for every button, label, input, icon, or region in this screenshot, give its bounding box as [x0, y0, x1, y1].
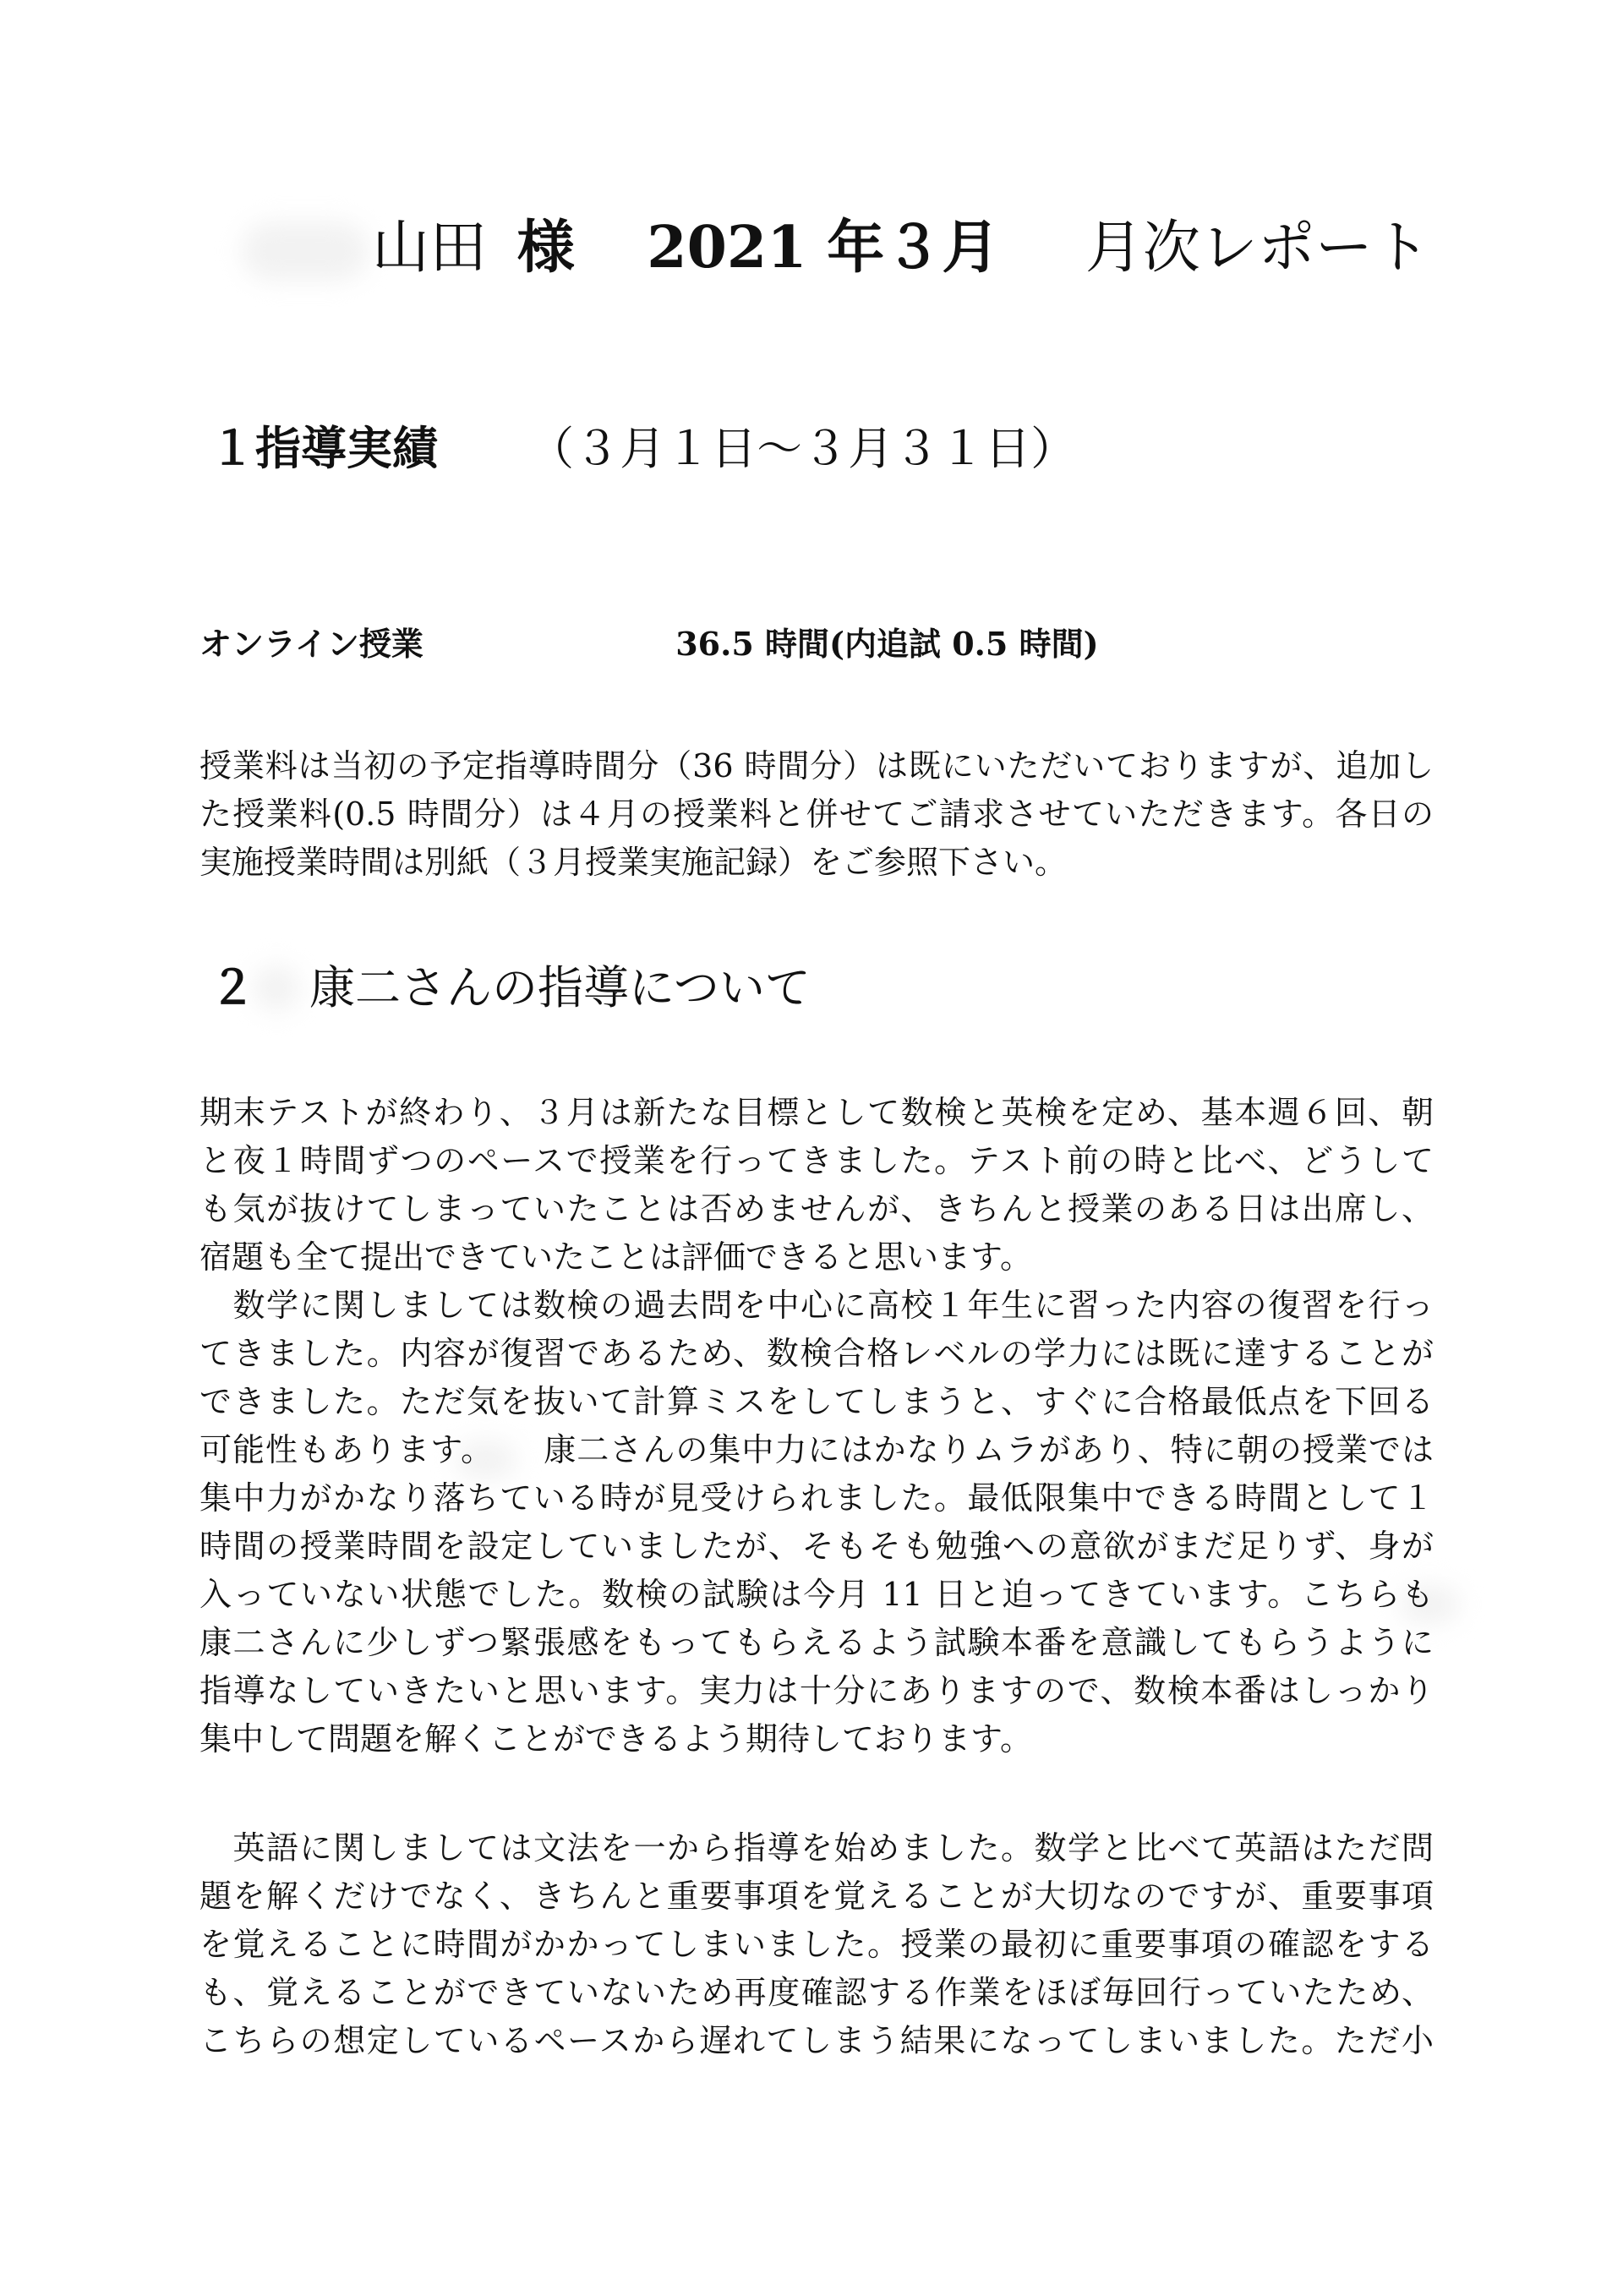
math-guidance-paragraph: [199, 1089, 1434, 1763]
paragraph-line: こちらの想定しているペースから遅れてしまう結果になってしまいました。ただ小: [199, 2022, 1434, 2059]
paragraph-line: と夜１時間ずつのペースで授業を行ってきました。テスト前の時と比べ、どうして: [199, 1142, 1434, 1179]
paragraph-line: できました。ただ気を抜いて計算ミスをしてしまうと、すぐに合格最低点を下回る: [199, 1383, 1434, 1420]
lesson-hours-summary: [199, 622, 1099, 666]
billing-paragraph: [199, 742, 1434, 887]
paragraph-line: た授業料(0.5 時間分）は４月の授業料と併せてご請求させていただきます。各日の: [199, 795, 1434, 833]
paragraph-line: 数学に関しましては数検の過去問を中心に高校１年生に習った内容の復習を行っ: [199, 1287, 1434, 1324]
section2-heading-number: ２: [210, 960, 255, 1014]
paragraph-line: 集中して問題を解くことができるよう期待しております。: [199, 1720, 1032, 1758]
paragraph-line: 題を解くだけでなく、きちんと重要事項を覚えることが大切なのですが、重要事項: [199, 1878, 1434, 1915]
paragraph-line: 集中力がかなり落ちている時が見受けられました。最低限集中できる時間として１: [199, 1479, 1434, 1517]
english-guidance-paragraph: [199, 1824, 1434, 2065]
paragraph-line: 康二さんに少しずつ緊張感をもってもらえるよう試験本番を意識してもらうように: [199, 1624, 1434, 1661]
paragraph-line: 英語に関しましては文法を一から指導を始めました。数学と比べて英語はただ問: [199, 1829, 1434, 1867]
honorific: 様: [516, 214, 575, 282]
paragraph-line: も、覚えることができていないため再度確認する作業をほぼ毎回行っていたため、: [199, 1974, 1434, 2011]
paragraph-line: 可能性もあります。 康二さんの集中力にはかなりムラがあり、特に朝の授業では: [199, 1431, 1434, 1468]
paragraph-line: 宿題も全て提出できていたことは評価できると思います。: [199, 1238, 1032, 1276]
report-month: 2021 年３月: [647, 214, 1000, 282]
paragraph-line: 時間の授業時間を設定していましたが、そもそも勉強への意欲がまだ足りず、身が: [199, 1528, 1434, 1565]
lesson-hours-value: 36.5 時間(内追試 0.5 時間): [675, 625, 1099, 663]
paragraph-line: 授業料は当初の予定指導時間分（36 時間分）は既にいただいておりますが、追加し: [199, 747, 1434, 784]
section1-heading-period: （３月１日～３月３１日）: [528, 422, 1077, 475]
section2-heading: [210, 957, 811, 1019]
redaction-mark: [242, 221, 369, 281]
section2-heading-text: 康二さんの指導について: [309, 961, 811, 1014]
paragraph-line: 指導なしていきたいと思います。実力は十分にありますので、数検本番はしっかり: [199, 1672, 1434, 1709]
paragraph-line: 入っていない状態でした。数検の試験は今月 11 日と迫ってきています。こちらも: [199, 1576, 1434, 1613]
paragraph-line: てきました。内容が復習であるため、数検合格レベルの学力には既に達することが: [199, 1335, 1434, 1372]
paragraph-line: 期末テストが終わり、３月は新たな目標として数検と英検を定め、基本週６回、朝: [199, 1094, 1434, 1131]
paragraph-line: も気が抜けてしまっていたことは否めませんが、きちんと授業のある日は出席し、: [199, 1190, 1434, 1227]
paragraph-line: 実施授業時間は別紙（３月授業実施記録）をご参照下さい。: [199, 844, 1068, 881]
section1-heading: [210, 418, 1076, 479]
section1-heading-label: １指導実績: [210, 421, 438, 475]
lesson-type-label: オンライン授業: [199, 625, 424, 663]
student-family-name: 山田: [372, 215, 488, 282]
report-title: [372, 210, 1471, 287]
report-type: 月次レポート: [1085, 215, 1430, 282]
paragraph-line: を覚えることに時間がかかってしまいました。授業の最初に重要事項の確認をする: [199, 1926, 1434, 1963]
